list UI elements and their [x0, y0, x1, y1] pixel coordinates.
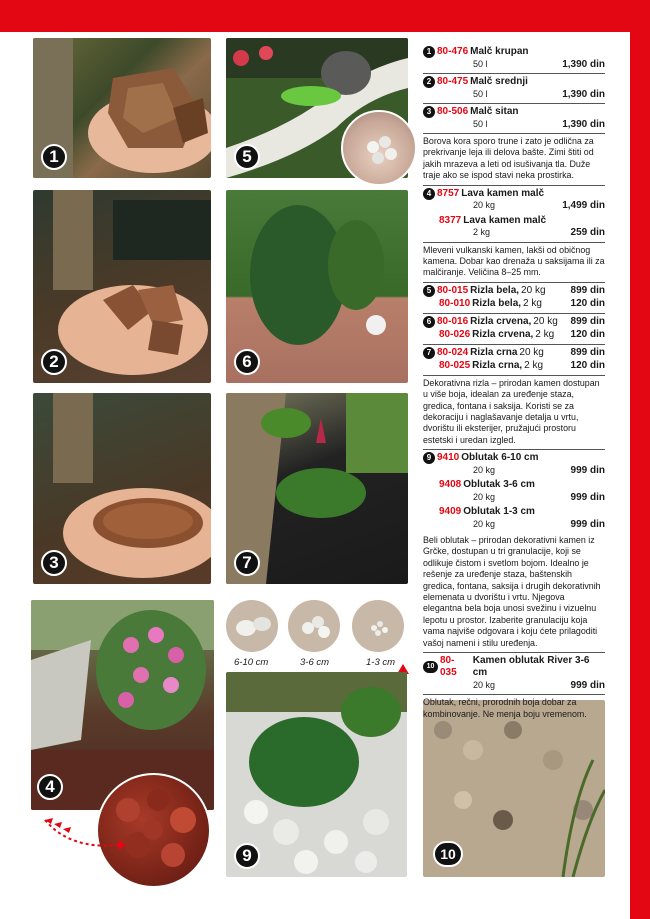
product-name: Rizla bela, — [472, 298, 522, 310]
product-code: 80-016 — [437, 315, 469, 327]
photo-badge: 10 — [433, 841, 463, 867]
divider — [423, 242, 605, 243]
photo-mulch-coarse — [33, 38, 211, 178]
red-arrow-icon — [40, 810, 130, 855]
divider — [423, 375, 605, 376]
item-number: 6 — [423, 316, 435, 328]
product-price: 1,390 din — [562, 88, 605, 100]
product-price: 1,390 din — [562, 58, 605, 70]
product-price-row — [423, 119, 605, 132]
photo-red-gravel — [226, 190, 408, 383]
photo-black-gravel — [226, 393, 408, 584]
product-price: 120 din — [570, 360, 605, 372]
product-name: Malč sitan — [470, 106, 519, 117]
product-qty: 50 l — [473, 58, 488, 69]
photo-badge: 1 — [41, 144, 67, 170]
product-qty: 20 kg — [473, 518, 496, 529]
photo-badge: 6 — [234, 349, 260, 375]
pebbles-icon — [288, 600, 342, 654]
product-qty: 20 kg — [473, 464, 496, 475]
product-title — [423, 452, 605, 465]
product-list — [423, 44, 605, 723]
photo-badge: 4 — [37, 774, 63, 800]
product-price: 259 din — [570, 227, 605, 239]
product-name: Rizla crna, — [472, 360, 523, 372]
product-qty: 2 kg — [473, 227, 491, 238]
product-name: Rizla crna — [470, 346, 518, 358]
product-code: 80-025 — [439, 360, 471, 372]
product-name: Lava kamen malč — [463, 214, 547, 226]
product-qty: 50 l — [473, 118, 488, 129]
product-code: 80-010 — [439, 298, 471, 310]
pebble-size-large — [224, 598, 280, 654]
divider — [423, 694, 605, 695]
item-number: 9 — [423, 452, 435, 464]
product-row — [423, 298, 605, 311]
divider — [423, 282, 605, 283]
product-title — [423, 188, 605, 201]
size-label: 1-3 cm — [366, 657, 396, 668]
product-code: 80-475 — [437, 76, 469, 87]
product-description: Mleveni vulkanski kamen, lakši od običnog kamena. Dobar kao drenaža u saksijama ili za malčiranje. Veličina 8–25 mm. — [423, 244, 605, 278]
product-name: Kamen oblutak River 3-6 cm — [472, 654, 590, 679]
product-title — [423, 76, 605, 89]
product-price: 999 din — [570, 491, 605, 503]
product-price-row — [423, 89, 605, 102]
product-code: 80-035 — [440, 654, 457, 679]
product-title — [423, 479, 605, 492]
product-price: 1,390 din — [562, 118, 605, 130]
product-title — [423, 46, 605, 59]
item-number: 3 — [423, 106, 435, 118]
product-price-row — [423, 59, 605, 72]
product-name: Lava kamen malč — [461, 187, 545, 199]
product-title — [423, 655, 605, 680]
photo-mulch-medium — [33, 190, 211, 383]
product-code: 80-024 — [437, 346, 469, 358]
product-price: 899 din — [570, 346, 605, 358]
divider — [423, 344, 605, 345]
white-gravel-closeup — [341, 110, 417, 186]
product-qty: 20 kg — [521, 284, 546, 296]
product-name: Malč srednji — [470, 76, 528, 87]
product-row — [423, 285, 605, 298]
product-code: 80-015 — [437, 284, 469, 296]
product-name: Oblutak 1-3 cm — [463, 506, 535, 518]
product-price: 899 din — [570, 284, 605, 296]
item-number: 5 — [423, 285, 435, 297]
product-code: 80-506 — [437, 106, 469, 117]
product-code: 8377 — [439, 214, 462, 226]
pebble-size-medium — [286, 598, 342, 654]
product-qty: 2 kg — [524, 360, 544, 372]
product-code: 9408 — [439, 479, 462, 491]
item-number: 4 — [423, 188, 435, 200]
product-qty: 20 kg — [473, 200, 496, 211]
photo-river-pebbles — [423, 700, 605, 877]
product-price: 999 din — [570, 679, 605, 691]
size-label: 6-10 cm — [234, 657, 269, 668]
product-row — [423, 316, 605, 329]
product-price: 999 din — [570, 518, 605, 530]
product-description: Dekorativna rizla – prirodan kamen dostupan u više boja, idealan za uređenje staza, gredica, fontana i saksija. Koristi se za dekoraciju i naglašavanje detalja u vrtu, dvorištu ili eksterijer, pružajući prostoru estetski i uredan izgled. — [423, 377, 600, 445]
product-name: Oblutak 6-10 cm — [461, 452, 539, 464]
product-price: 999 din — [570, 464, 605, 476]
product-row — [423, 329, 605, 342]
photo-badge: 5 — [234, 144, 260, 170]
product-qty: 20 kg — [519, 346, 544, 358]
product-price-row — [423, 519, 605, 532]
product-qty: 20 kg — [473, 679, 496, 690]
divider — [423, 185, 605, 186]
product-price: 120 din — [570, 329, 605, 341]
product-name: Rizla bela, — [470, 284, 520, 296]
pebble-size-small — [350, 598, 406, 654]
photo-mulch-fine — [33, 393, 211, 584]
photo-badge: 9 — [234, 843, 260, 869]
product-name: Oblutak 3-6 cm — [463, 479, 535, 491]
product-qty: 20 kg — [473, 491, 496, 502]
product-code: 8757 — [437, 187, 460, 199]
product-price: 899 din — [570, 315, 605, 327]
product-qty: 2 kg — [523, 298, 542, 310]
photo-white-pebbles — [226, 672, 407, 877]
product-description: Oblutak, rečni, prorodnih boja dobar za kombinovanje. Ne menja boju vremenom. — [423, 697, 587, 719]
divider — [423, 449, 605, 450]
product-description: Beli oblutak – prirodan dekorativni kamen iz Grčke, dostupan u tri granulacije, koji se odlikuje čistom i svetlom bojom. Idealno je rešenje za uređenje staza, baštenskih gredica, fontana, saksija i drugih dekorativnih elemenata u dvorištu i vrtu. Njegova elegantna bela boja unosi svežinu i vizuelnu lepotu u prostor. Izaberite granulaciju koja vama najviše odgovara i koju ćete prilagoditi vašoj nameni i stilu uređenja. — [423, 535, 601, 648]
product-price: 120 din — [570, 298, 605, 310]
divider — [423, 133, 605, 134]
product-code: 80-476 — [437, 46, 469, 57]
item-number: 1 — [423, 46, 435, 58]
pebbles-icon — [226, 600, 280, 654]
product-name: Rizla crvena, — [472, 329, 534, 341]
product-code: 9409 — [439, 506, 462, 518]
product-price-row — [423, 680, 605, 693]
divider — [423, 73, 605, 74]
divider — [423, 103, 605, 104]
photo-badge: 7 — [234, 550, 260, 576]
product-name: Rizla crvena, — [470, 315, 532, 327]
product-code: 9410 — [437, 452, 460, 464]
item-number: 2 — [423, 76, 435, 88]
product-code: 80-026 — [439, 329, 471, 341]
size-label: 3-6 cm — [300, 657, 330, 668]
divider — [423, 652, 605, 653]
product-row — [423, 360, 605, 373]
top-red-band — [0, 0, 650, 32]
product-price-row — [423, 465, 605, 478]
photo-lava-mulch — [31, 600, 214, 810]
product-title — [423, 106, 605, 119]
product-description: Borova kora sporo trune i zato je odlična za prekrivanje leja ili delova bašte. Zimi štiti od jakih mrazeva a leti od isušivanja tla. Duže traje ako se ispod stavi neka prostirka. — [423, 136, 594, 181]
right-red-band — [630, 0, 650, 919]
product-name: Malč krupan — [470, 46, 529, 57]
pebbles-icon — [352, 600, 406, 654]
product-price-row — [423, 227, 605, 240]
product-qty: 2 kg — [535, 329, 555, 341]
product-qty: 20 kg — [533, 315, 558, 327]
item-number: 10 — [423, 661, 438, 673]
photo-badge: 3 — [41, 550, 67, 576]
item-number: 7 — [423, 347, 435, 359]
product-price: 1,499 din — [562, 200, 605, 212]
divider — [423, 313, 605, 314]
product-price-row — [423, 492, 605, 505]
product-row — [423, 347, 605, 360]
photo-badge: 2 — [41, 349, 67, 375]
product-title — [423, 215, 605, 228]
product-price-row — [423, 200, 605, 213]
product-title — [423, 506, 605, 519]
product-qty: 50 l — [473, 88, 488, 99]
